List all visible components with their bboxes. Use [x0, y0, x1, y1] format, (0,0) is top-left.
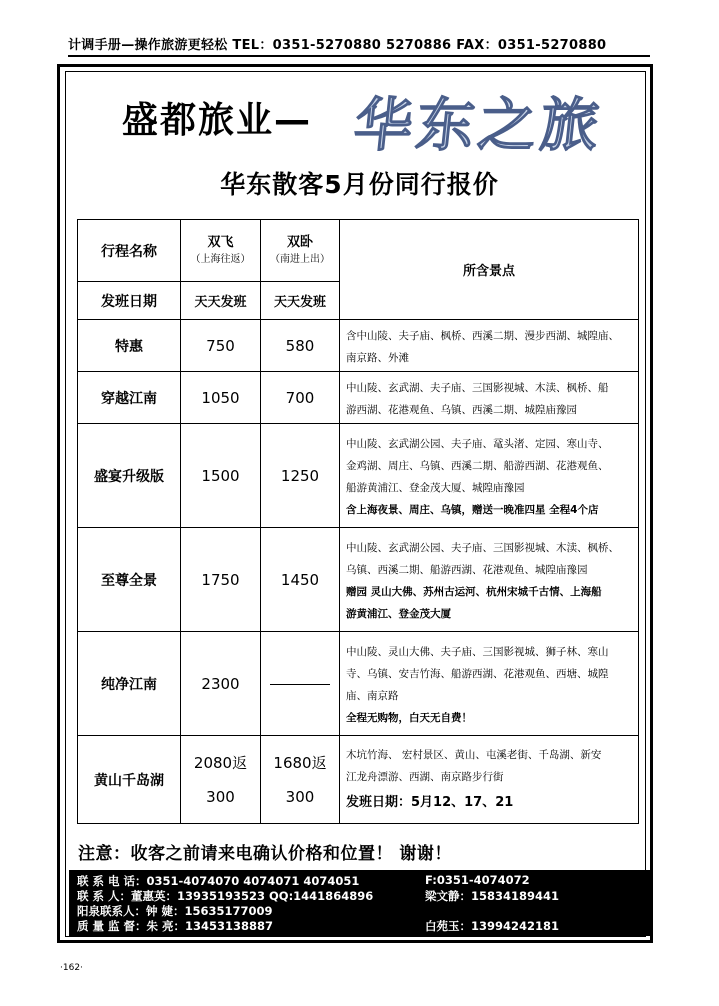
contact-person: 联 系 人：董惠英：13935193523 QQ:1441864896 [77, 889, 374, 903]
sleeper-price: 1250 [261, 424, 340, 528]
contact-fax: F:0351-4074072 [425, 873, 530, 887]
fly-price: 2300 [181, 632, 261, 736]
brand-art-title: 华东之旅 [350, 91, 607, 159]
fly-price: 2080返 300 [181, 736, 261, 824]
sleeper-schedule: 天天发班 [261, 282, 340, 320]
table-row [78, 320, 639, 372]
sleeper-header: 双卧 （南进上出） [261, 220, 340, 282]
spots-header: 所含景点 [340, 220, 639, 320]
table-header-row [78, 220, 639, 282]
brand-name: 盛都旅业— [122, 100, 313, 141]
sleeper-price: 1450 [261, 528, 340, 632]
departure-dates: 发班日期：5月12、17、21 [346, 794, 514, 810]
sleeper-price: 580 [261, 320, 340, 372]
contact-box [69, 870, 652, 936]
no-price-dash [270, 684, 330, 685]
spots-cell: 中山陵、灵山大佛、夫子庙、三国影视城、狮子林、寒山 寺、乌镇、安吉竹海、船游西湖、花港观鱼、西塘、城隍 庙、南京路 全程无购物，白天无自费！ [340, 632, 639, 736]
spots-cell: 中山陵、玄武湖、夫子庙、三国影视城、木渎、枫桥、船 游西湖、花港观鱼、乌镇、西溪二期、城隍庙豫园 [340, 372, 639, 424]
fly-price: 1750 [181, 528, 261, 632]
spots-cell: 木坑竹海、 宏村景区、黄山、屯溪老街、千岛湖、新安 江龙舟漂游、西湖、南京路步行街 发班日期：5月12、17、21 [340, 736, 639, 824]
contact-phone: 联 系 电 话：0351-4074070 4074071 4074051 [77, 874, 360, 888]
route-name: 纯净江南 [78, 632, 181, 736]
header-line: 计调手册—操作旅游更轻松 TEL：0351-5270880 5270886 FAX：0351-5270880 [68, 34, 650, 57]
fly-price: 750 [181, 320, 261, 372]
fly-header: 双飞 （上海往返） [181, 220, 261, 282]
table-row [78, 632, 639, 736]
sleeper-price-none [261, 632, 340, 736]
route-name: 至尊全景 [78, 528, 181, 632]
table-row [78, 528, 639, 632]
fly-schedule: 天天发班 [181, 282, 261, 320]
table-row [78, 424, 639, 528]
page-number: ·162· [60, 963, 83, 973]
price-table [77, 219, 639, 824]
spots-cell: 中山陵、玄武湖公园、夫子庙、三国影视城、木渎、枫桥、 乌镇、西溪二期、船游西湖、花港观鱼、城隍庙豫园 赠园 灵山大佛、苏州古运河、杭州宋城千古情、上海船 游黄浦江、登金茂大厦 [340, 528, 639, 632]
sleeper-price: 1680返 300 [261, 736, 340, 824]
route-name: 盛宴升级版 [78, 424, 181, 528]
schedule-label: 发班日期 [78, 282, 181, 320]
spots-extra: 游黄浦江、登金茂大厦 [346, 607, 451, 620]
fly-price: 1500 [181, 424, 261, 528]
contact-yangquan: 阳泉联系人：钟 婕：15635177009 [77, 904, 273, 918]
route-name: 黄山千岛湖 [78, 736, 181, 824]
page-title: 华东散客5月份同行报价 [220, 170, 499, 199]
fly-price: 1050 [181, 372, 261, 424]
route-name: 穿越江南 [78, 372, 181, 424]
notice: 注意：收客之前请来电确认价格和位置！ 谢谢！ [78, 844, 452, 864]
route-name: 特惠 [78, 320, 181, 372]
spots-cell: 含中山陵、夫子庙、枫桥、西溪二期、漫步西湖、城隍庙、 南京路、外滩 [340, 320, 639, 372]
spots-extra: 含上海夜景、周庄、乌镇，赠送一晚准四星 全程4个店 [346, 503, 599, 516]
spots-extra: 赠园 灵山大佛、苏州古运河、杭州宋城千古情、上海船 [346, 585, 602, 598]
spots-cell: 中山陵、玄武湖公园、夫子庙、鼋头渚、定园、寒山寺、 金鸡湖、周庄、乌镇、西溪二期、船游西湖、花港观鱼、 船游黄浦江、登金茂大厦、城隍庙豫园 含上海夜景、周庄、乌镇，赠送一晚准四星 全程4个店 [340, 424, 639, 528]
contact-supervisor: 质 量 监 督：朱 亮：13453138887 [77, 919, 274, 933]
route-header: 行程名称 [78, 220, 181, 282]
table-row [78, 372, 639, 424]
contact-person-2: 梁文静：15834189441 [425, 889, 560, 903]
spots-extra: 全程无购物，白天无自费！ [346, 711, 472, 724]
table-row [78, 736, 639, 824]
contact-supervisor-2: 白苑玉：13994242181 [425, 919, 560, 933]
sleeper-price: 700 [261, 372, 340, 424]
